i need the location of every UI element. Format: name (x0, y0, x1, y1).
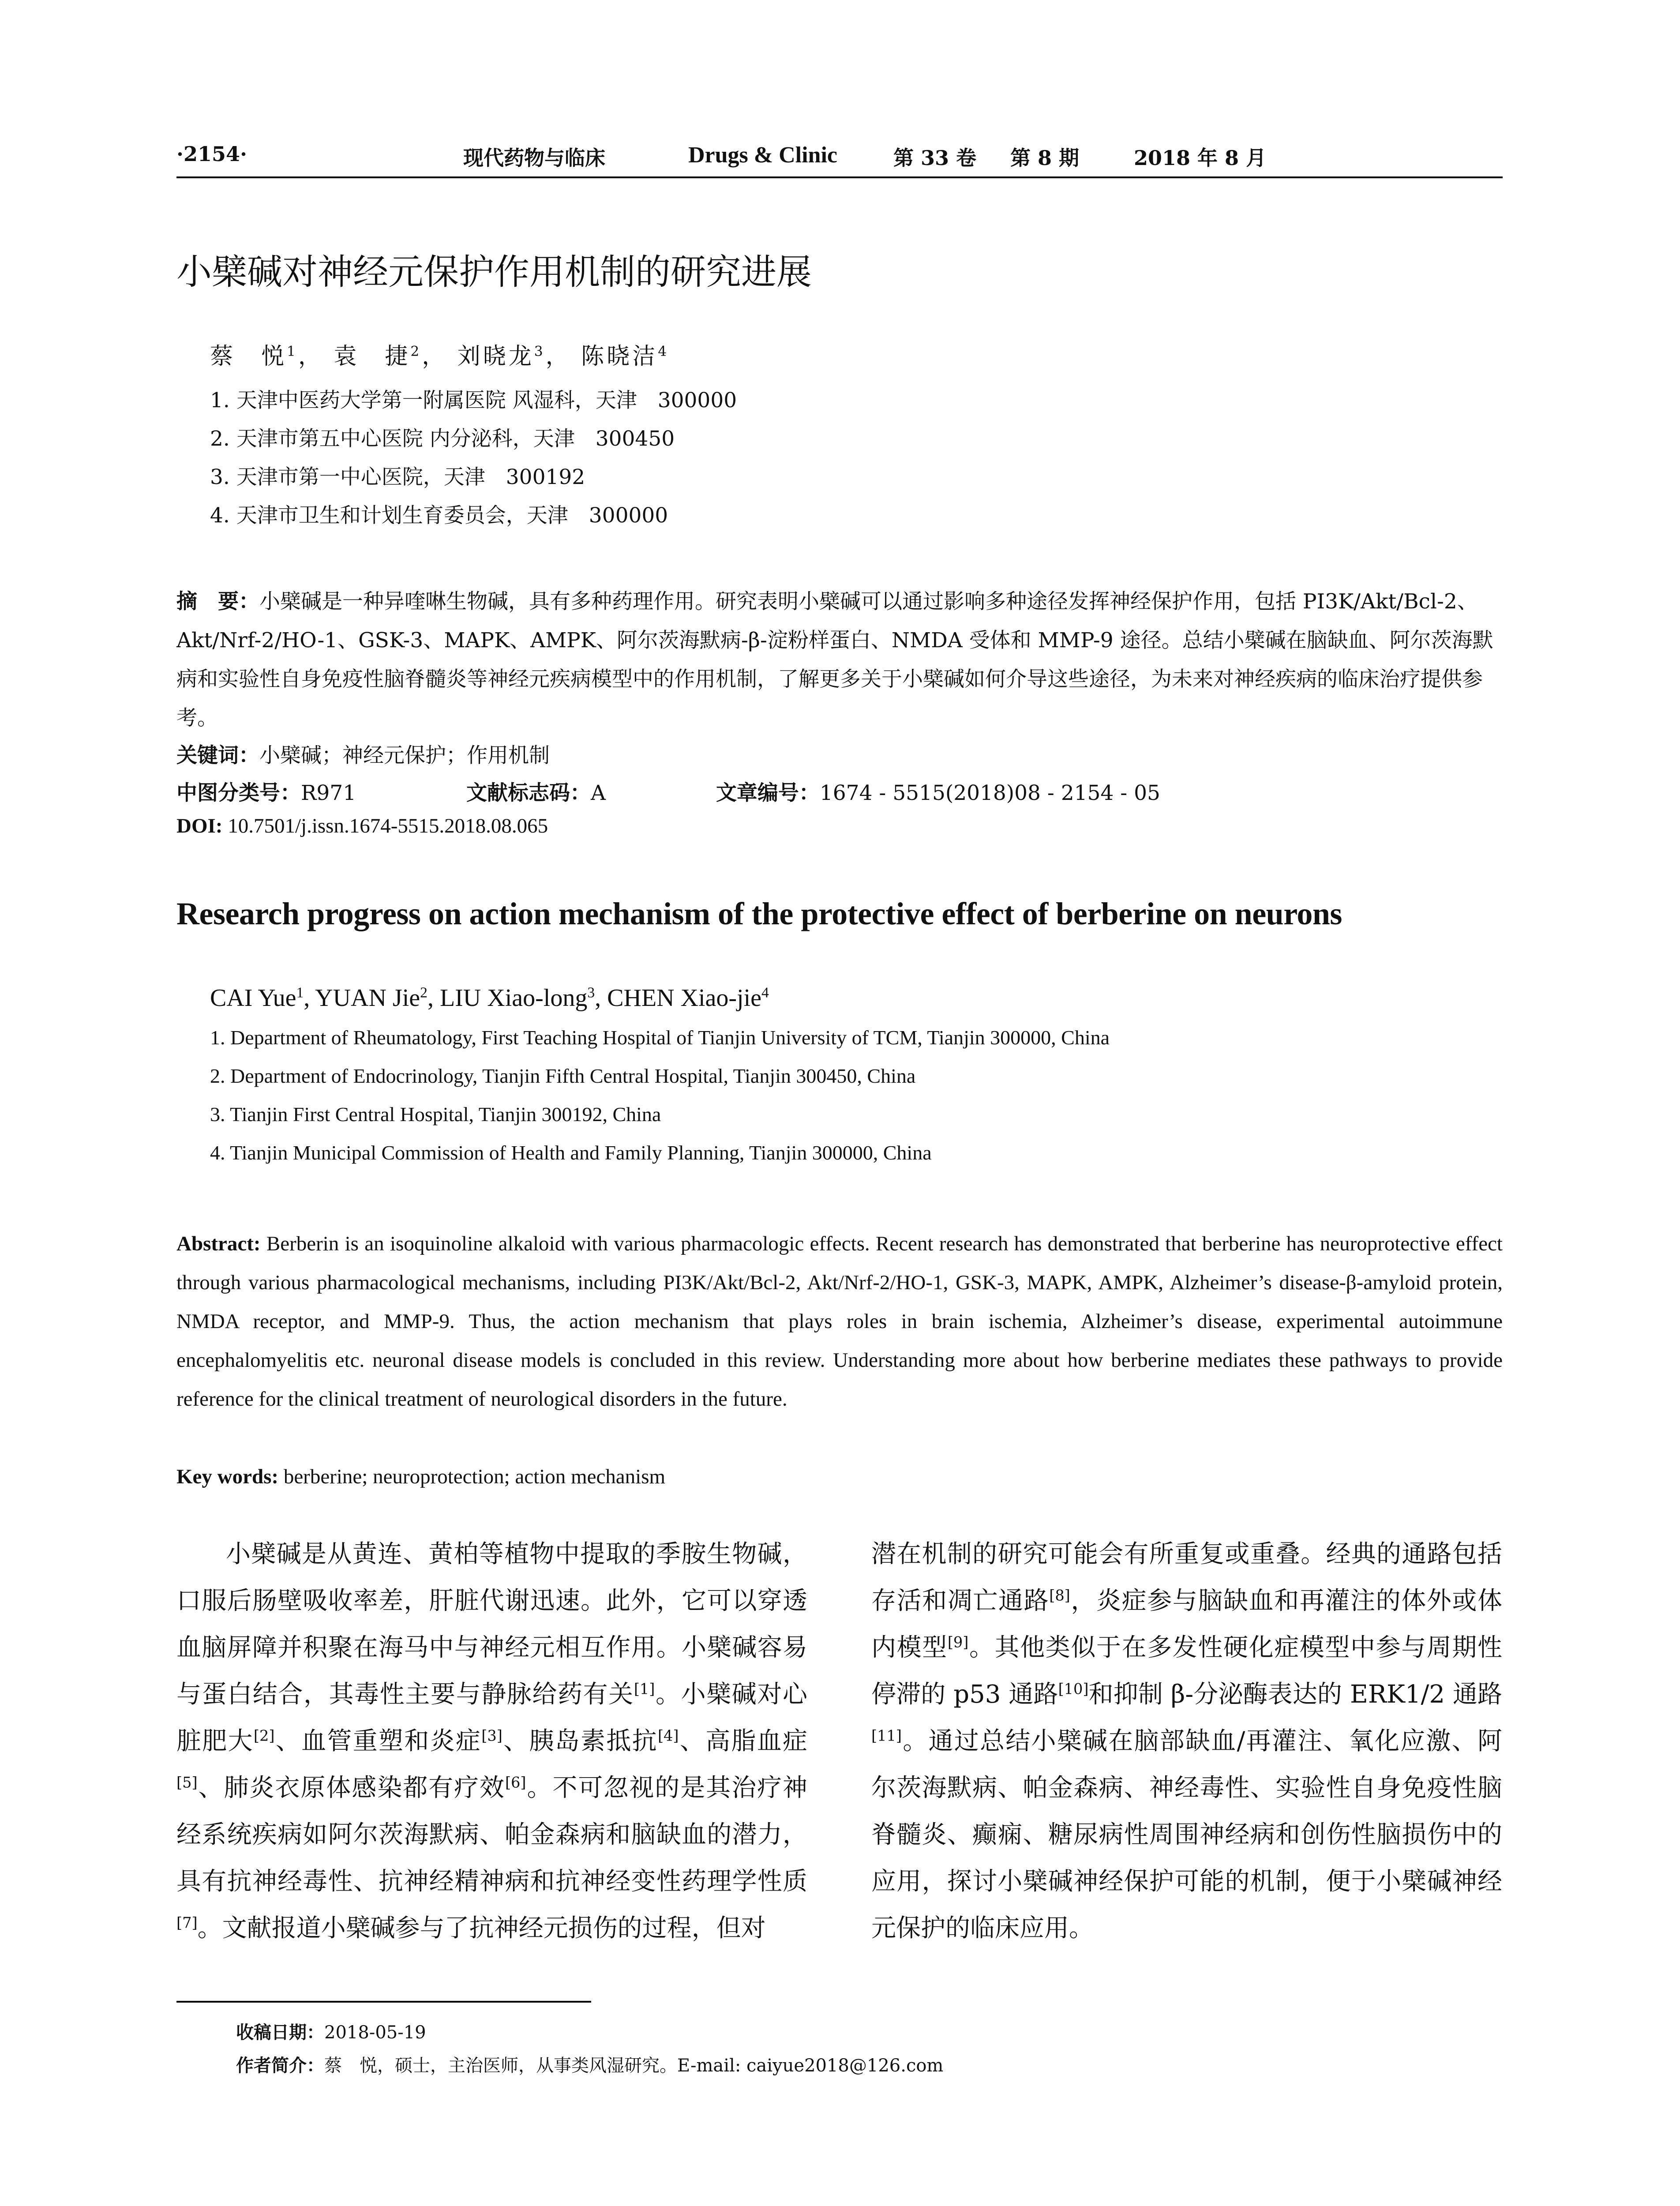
author-sup: 4 (761, 984, 769, 1001)
author-cn: 蔡 悦 (210, 343, 287, 370)
citation: [3] (481, 1727, 502, 1745)
doc-label: 文献标志码： (466, 781, 591, 805)
classification-line (176, 777, 1160, 806)
bio-value: 蔡 悦，硕士，主治医师，从事类风湿研究。E-mail: caiyue2018@126.com (324, 2056, 944, 2076)
body-text: 、肺炎衣原体感染都有疗效 (197, 1774, 505, 1802)
author-en: LIU Xiao-long (439, 984, 588, 1012)
author-en: YUAN Jie (315, 984, 420, 1012)
journal-name-cn: 现代药物与临床 (463, 146, 605, 170)
bio-label: 作者简介： (236, 2056, 324, 2076)
body-text: 潜在机制的研究可能会有所重复或重叠。经典的通路包括存活和凋亡通路 (871, 1540, 1502, 1615)
affiliation-en: 4. Tianjin Municipal Commission of Health and Family Planning, Tianjin 300000, China (210, 1141, 932, 1164)
page-number: ·2154· (176, 142, 248, 166)
received-value: 2018-05-19 (324, 2022, 426, 2043)
abstract-cn (176, 582, 1503, 738)
journal-name-en: Drugs & Clinic (688, 143, 837, 168)
author-en: CHEN Xiao-jie (607, 984, 762, 1012)
affiliation-cn: 3. 天津市第一中心医院，天津 300192 (210, 465, 585, 489)
citation: [6] (505, 1774, 526, 1791)
doc-value: A (591, 781, 606, 805)
body-text: 。通过总结小檗碱在脑部缺血/再灌注、氧化应激、阿尔茨海默病、帕金森病、神经毒性、实验性自身免疫性脑脊髓炎、癫痫、糖尿病性周围神经病和创伤性脑损伤中的应用，探讨小檗碱神经保护可能的机制，便于小檗碱神经元保护的临床应用。 (871, 1727, 1502, 1943)
article-number-value: 1674 - 5515(2018)08 - 2154 - 05 (819, 781, 1160, 805)
title-cn: 小檗碱对神经元保护作用机制的研究进展 (176, 251, 812, 293)
authors-en: CAI Yue$^1$, YUAN Jie$^2$, LIU Xiao-long$^3$, CHEN Xiao-jie$^4$ (210, 984, 769, 1012)
citation: [9] (947, 1633, 969, 1651)
header-rule (176, 176, 1503, 178)
keywords-en-label: Key words: (176, 1465, 279, 1488)
author-sup: 4 (658, 343, 670, 360)
keywords-cn-label: 关键词： (176, 743, 259, 768)
abstract-en-text: Berberin is an isoquinoline alkaloid with various pharmacologic effects. Recent research has demonstrated that berberine has neuroprotective effect through various pharmacological mechanisms, including PI3K/Akt/Bcl-2, Akt/Nrf-2/HO-1, GSK-3, MAPK, AMPK, Alzheimer’s disease-β-amyloid protein, NMDA receptor, and MMP-9. Thus, the action mechanism that plays roles in brain ischemia, Alzheimer’s disease, experimental autoimmune encephalomyelitis etc. neuronal disease models is concluded in this review. Understanding more about how berberine mediates these pathways to provide reference for the clinical treatment of neurological disorders in the future. (176, 1232, 1503, 1411)
body-text: 小檗碱是从黄连、黄柏等植物中提取的季胺生物碱，口服后肠壁吸收率差，肝脏代谢迅速。此外，它可以穿透血脑屏障并积聚在海马中与神经元相互作用。小檗碱容易与蛋白结合，其毒性主要与静脉给药有关 (176, 1540, 807, 1709)
clc-value: R971 (301, 781, 356, 805)
body-column-left (176, 1531, 807, 1952)
author-cn: 袁 捷 (334, 343, 411, 370)
doi-label: DOI: (176, 814, 223, 837)
body-column-right (871, 1531, 1502, 1952)
author-cn: 刘晓龙 (457, 343, 534, 370)
author-sup: 2 (420, 984, 428, 1001)
keywords-en-text: berberine; neuroprotection; action mechanism (278, 1465, 666, 1488)
keywords-en (176, 1465, 665, 1489)
author-sup: 1 (296, 984, 304, 1001)
affiliation-en: 1. Department of Rheumatology, First Teaching Hospital of Tianjin University of TCM, Tianjin 300000, China (210, 1026, 1110, 1049)
body-text: 。不可忽视的是其治疗神经系统疾病如阿尔茨海默病、帕金森病和脑缺血的潜力，具有抗神经毒性、抗神经精神病和抗神经变性药理学性质 (176, 1774, 808, 1896)
keywords-cn-text: 小檗碱；神经元保护；作用机制 (259, 743, 550, 768)
body-text: 。其他类似于在多发性硬化症模型中参与周期性停滞的 p53 通路 (871, 1633, 1503, 1709)
citation: [10] (1058, 1680, 1089, 1698)
doi-line (176, 814, 548, 838)
received-label: 收稿日期： (236, 2022, 324, 2043)
journal-issue: 第 8 期 (1010, 146, 1080, 170)
affiliation-en: 2. Department of Endocrinology, Tianjin Fifth Central Hospital, Tianjin 300450, China (210, 1065, 916, 1087)
doi-value: 10.7501/j.issn.1674-5515.2018.08.065 (222, 814, 548, 837)
citation: [1] (634, 1680, 655, 1698)
abstract-en-label: Abstract: (176, 1232, 261, 1255)
keywords-cn (176, 739, 550, 769)
affiliation-cn: 1. 天津中医药大学第一附属医院 风湿科，天津 300000 (210, 388, 737, 413)
abstract-en (176, 1224, 1503, 1418)
authors-cn: 蔡 悦$^1$， 袁 捷$^2$， 刘晓龙$^3$， 陈晓洁$^4$ (210, 343, 670, 370)
affiliation-en: 3. Tianjin First Central Hospital, Tianjin 300192, China (210, 1103, 661, 1126)
running-header (176, 142, 1503, 177)
article-number-label: 文章编号： (716, 781, 820, 805)
author-en: CAI Yue (210, 984, 296, 1012)
body-text: 、胰岛素抵抗 (502, 1727, 658, 1756)
body-text: 、血管重塑和炎症 (274, 1727, 482, 1756)
body-text: ，炎症参与脑缺血和再灌注的体外或体内模型 (871, 1587, 1503, 1662)
citation: [4] (657, 1727, 679, 1745)
citation: [8] (1049, 1587, 1070, 1604)
received-date (236, 2018, 426, 2044)
affiliation-cn: 2. 天津市第五中心医院 内分泌科，天津 300450 (210, 427, 675, 451)
abstract-cn-label: 摘 要： (176, 589, 259, 614)
title-en: Research progress on action mechanism of the protective effect of berberine on neurons (176, 896, 1342, 931)
clc-label: 中图分类号： (176, 781, 301, 805)
citation: [2] (253, 1727, 275, 1745)
author-sup: 3 (587, 984, 595, 1001)
journal-date: 2018 年 8 月 (1134, 146, 1267, 170)
author-bio (236, 2052, 943, 2077)
affiliation-cn: 4. 天津市卫生和计划生育委员会，天津 300000 (210, 503, 668, 528)
footnote-rule (176, 2001, 591, 2003)
author-cn: 陈晓洁 (581, 343, 658, 370)
body-text: 和抑制 β-分泌酶表达的 ERK1/2 通路 (1088, 1680, 1503, 1709)
author-sup: 3 (534, 343, 546, 360)
journal-volume: 第 33 卷 (893, 146, 977, 170)
author-sup: 2 (410, 343, 422, 360)
citation: [11] (871, 1727, 902, 1745)
abstract-cn-text: 小檗碱是一种异喹啉生物碱，具有多种药理作用。研究表明小檗碱可以通过影响多种途径发挥神经保护作用，包括 PI3K/Akt/Bcl-2、Akt/Nrf-2/HO-1、GSK-3、MAPK、AMPK、阿尔茨海默病-β-淀粉样蛋白、NMDA 受体和 MMP-9 途径。总结小檗碱在脑缺血、阿尔茨海默病和实验性自身免疫性脑脊髓炎等神经元疾病模型中的作用机制，了解更多关于小檗碱如何介导这些途径，为未来对神经疾病的临床治疗提供参考。 (176, 589, 1493, 730)
body-text: 、高脂血症 (679, 1727, 808, 1756)
body-text: 。文献报道小檗碱参与了抗神经元损伤的过程，但对 (197, 1914, 766, 1943)
citation: [5] (176, 1774, 198, 1791)
body-text: 。小檗碱对心脏肥大 (176, 1680, 808, 1756)
citation: [7] (176, 1914, 198, 1932)
author-sup: 1 (287, 343, 298, 360)
